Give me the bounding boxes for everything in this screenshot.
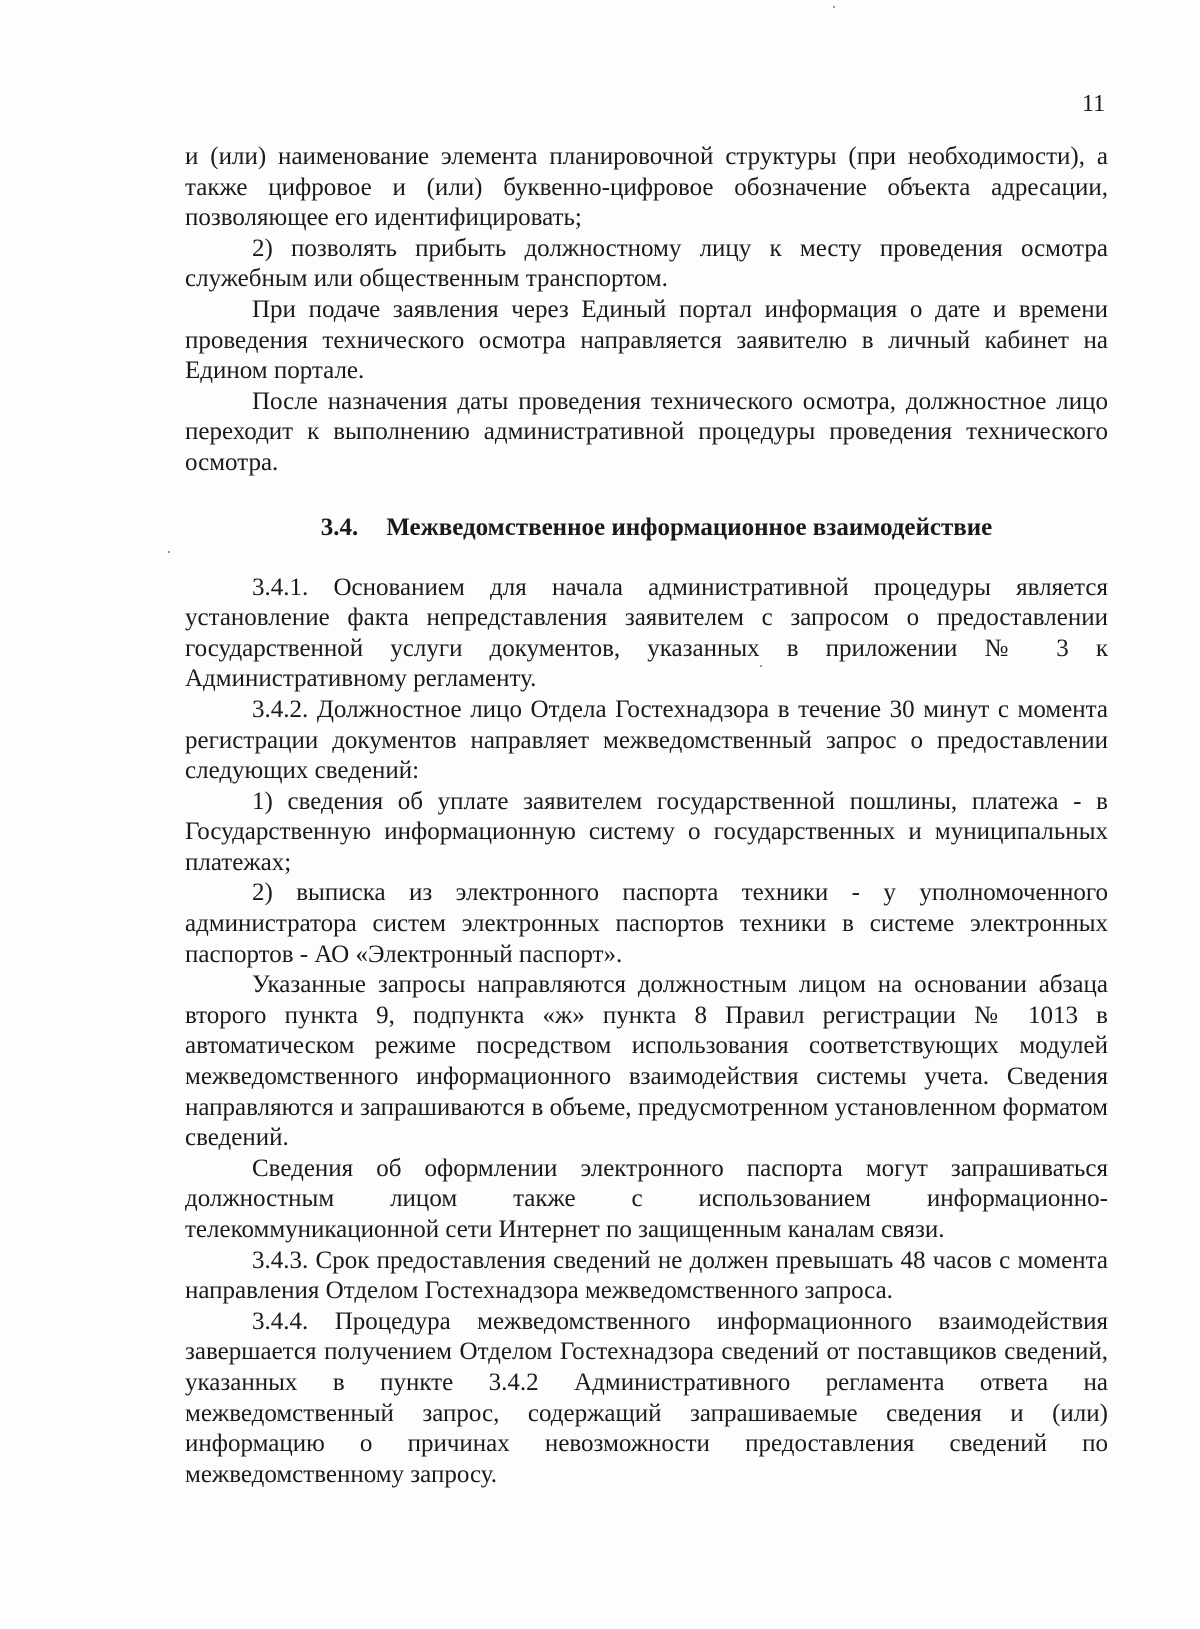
paragraph-3-4-2: 3.4.2. Должностное лицо Отдела Гостехнадзора в течение 30 минут с момента регистрации документов направляет межведомственный запрос о предоставлении следующих сведений: [185, 695, 1108, 785]
paragraph-list-item-2: 2) выписка из электронного паспорта техники - у уполномоченного администратора систем электронных паспортов техники в системе электронных паспортов - АО «Электронный паспорт». [185, 879, 1108, 968]
paragraph-3-4-3: 3.4.3. Срок предоставления сведений не должен превышать 48 часов с момента направления Отделом Гостехнадзора межведомственного запроса. [185, 1246, 1108, 1305]
paragraph-3-4-4: 3.4.4. Процедура межведомственного информационного взаимодействия завершается получением Отделом Гостехнадзора сведений от поставщиков сведений, указанных в пункте 3.4.2 Административного регламента ответа на межведомственный запрос, содержащий запрашиваемые сведения и (или) информацию о причинах невозможности предоставления сведений по межведомственному запросу. [185, 1307, 1108, 1488]
paragraph-item-2: 2) позволять прибыть должностному лицу к месту проведения осмотра служебным или общественным транспортом. [185, 234, 1108, 293]
paragraph-3-4-1: 3.4.1. Основанием для начала административной процедуры является установление факта непредставления заявителем с запросом о предоставлении государственной услуги документов, указанных в приложении № 3 к Административному регламенту. [185, 573, 1108, 693]
scan-speck [833, 6, 835, 8]
paragraph-requests: Указанные запросы направляются должностным лицом на основании абзаца второго пункта 9, подпункта «ж» пункта 8 Правил регистрации № 1013 в автоматическом режиме посредством использования соответствующих модулей межведомственного информационного взаимодействия системы учета. Сведения направляются и запрашиваются в объеме, предусмотренном установленном форматом сведений. [185, 971, 1108, 1152]
page-number: 11 [1082, 91, 1106, 117]
section-number: 3.4. [320, 513, 359, 541]
paragraph-electronic-passport: Сведения об оформлении электронного паспорта могут запрашиваться должностным лицом также с использованием информационно-телекоммуникационной сети Интернет по защищенным каналам связи. [185, 1154, 1108, 1243]
paragraph-continuation: и (или) наименование элемента планировочной структуры (при необходимости), а также цифровое и (или) буквенно-цифровое обозначение объекта адресации, позволяющее его идентифицировать; [185, 143, 1108, 232]
scan-speck [760, 665, 762, 667]
paragraph-portal-info: При подаче заявления через Единый портал информация о дате и времени проведения технического осмотра направляется заявителю в личный кабинет на Едином портале. [185, 295, 1108, 385]
scan-speck [168, 551, 170, 553]
document-body [185, 142, 1108, 1490]
paragraph-list-item-1: 1) сведения об уплате заявителем государственной пошлины, платежа - в Государственную информационную систему о государственных и муниципальных платежах; [185, 787, 1108, 876]
section-heading [185, 513, 1108, 543]
section-title: Межведомственное информационное взаимодействие [386, 513, 993, 541]
paragraph-after-date: После назначения даты проведения технического осмотра, должностное лицо переходит к выполнению административной процедуры проведения технического осмотра. [185, 387, 1108, 476]
